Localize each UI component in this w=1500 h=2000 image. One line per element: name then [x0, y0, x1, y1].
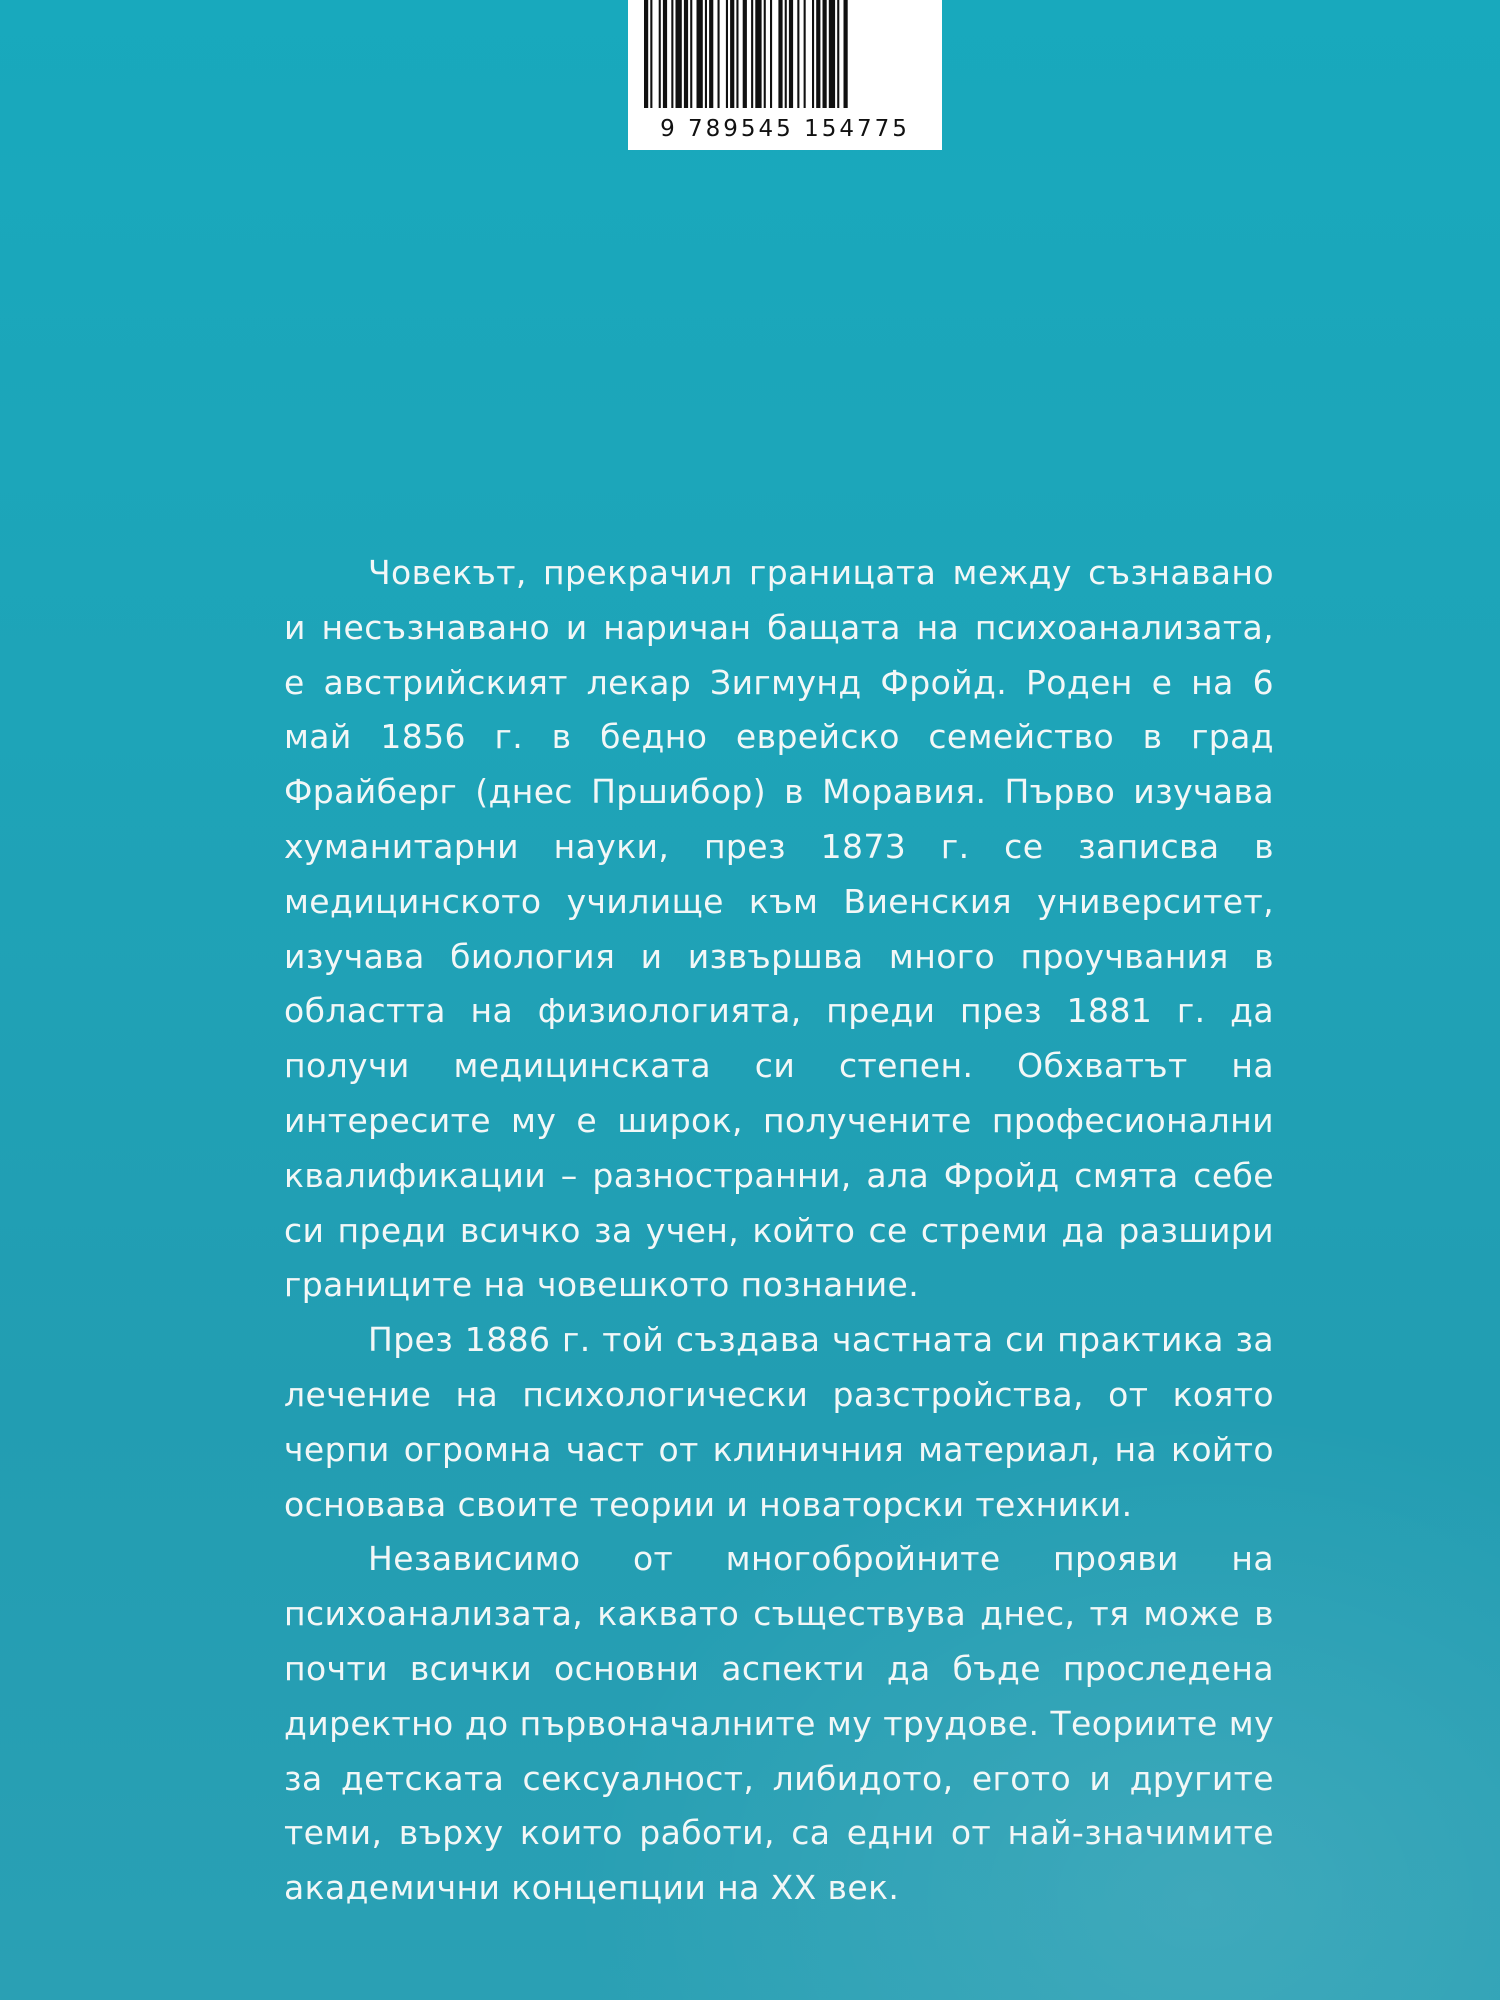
blurb-paragraph-3: Независимо от многобройните прояви на психоанализата, каквато съществува днес, тя може в почти всички основни аспекти да бъде проследена директно до първоначалните му трудове. Теориите му за детската сексуалност, либидото, егото и другите теми, върху които работи, са едни от най-значимите академични концепции на XX век.: [284, 1539, 1274, 1908]
blurb-paragraph-1: Човекът, прекрачил границата между съзнавано и несъзнавано и наричан бащата на психоанализата, е австрийският лекар Зигмунд Фройд. Роден е на 6 май 1856 г. в бедно еврейско семейство в град Фрайберг (днес Пршибор) в Моравия. Първо изучава хуманитарни науки, през 1873 г. се записва в медицинското училище към Виенския университет, изучава биология и извършва много проучвания в областта на физиологията, преди през 1881 г. да получи медицинската си степен. Обхватът на интересите му е широк, получените професионални квалификации – разностранни, ала Фройд смята себе си преди всичко за учен, който се стреми да разшири границите на човешкото познание.: [284, 553, 1274, 1305]
back-cover-blurb: [284, 546, 1274, 1916]
blurb-paragraph-2: През 1886 г. той създава частната си практика за лечение на психологически разстройства, от която черпи огромна част от клиничния материал, на който основава своите теории и новаторски техники.: [284, 1320, 1274, 1524]
barcode: [628, 0, 942, 150]
barcode-bars: [640, 0, 930, 112]
isbn-digits: 9 789545 154775: [660, 116, 910, 142]
